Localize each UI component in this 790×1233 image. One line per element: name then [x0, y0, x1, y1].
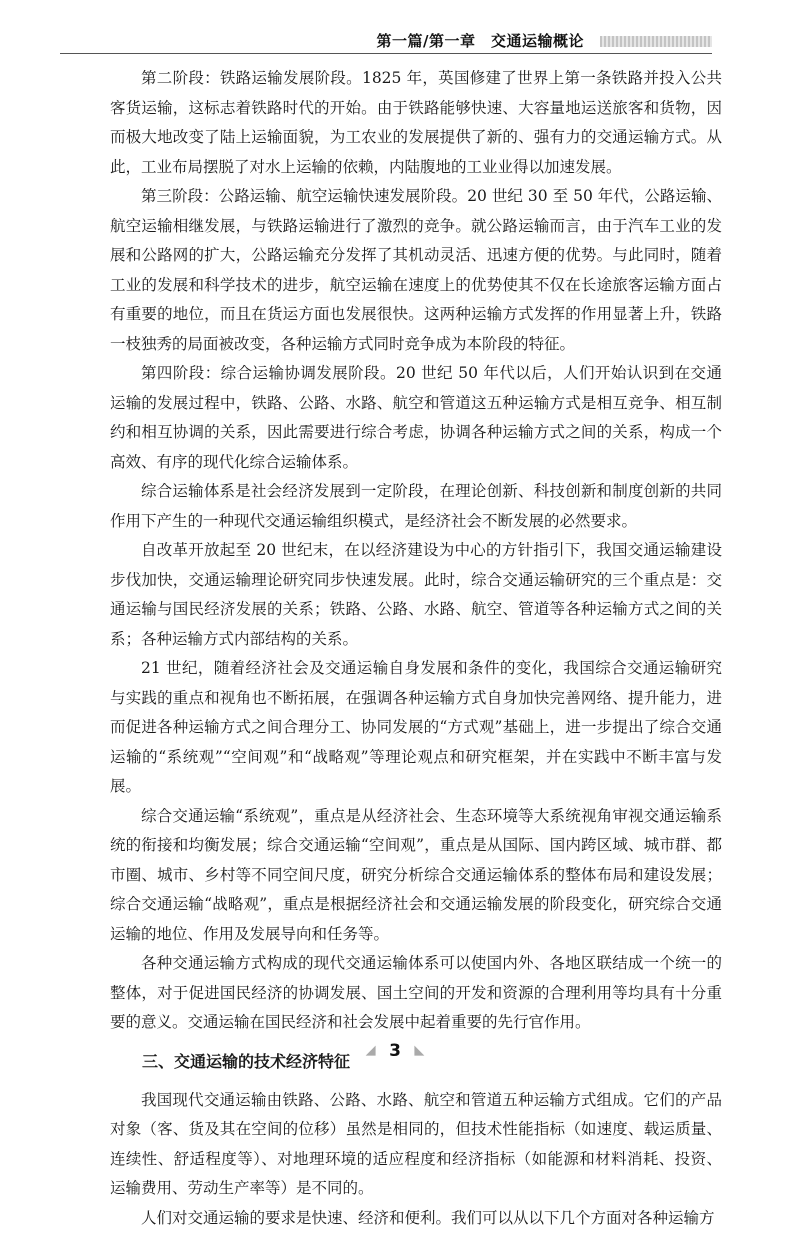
paragraph-three-views: 综合交通运输“系统观”，重点是从经济社会、生态环境等大系统视角审视交通运输系统的衔接和均衡发展；综合交通运输“空间观”，重点是从国际、国内跨区域、城市群、都市圈、城市、乡村等不同空间尺度，研究分析综合交通运输体系的整体布局和建设发展；综合交通运输“战略观”，重点是根据经济社会和交通运输发展的阶段变化，研究综合交通运输的地位、作用及发展导向和任务等。	[110, 802, 722, 950]
running-header	[60, 28, 712, 54]
header-title: 第一篇/第一章 交通运输概论	[377, 30, 584, 51]
paragraph-requirements: 人们对交通运输的要求是快速、经济和便利。我们可以从以下几个方面对各种运输方	[110, 1204, 722, 1233]
left-triangle-icon: ◢	[366, 1043, 376, 1058]
header-rule	[60, 53, 712, 54]
right-triangle-icon: ◣	[414, 1043, 424, 1058]
paragraph-five-modes: 我国现代交通运输由铁路、公路、水路、航空和管道五种运输方式组成。它们的产品对象（客、货及其在空间的位移）虽然是相同的，但技术性能指标（如速度、载运质量、连续性、舒适程度等）、对地理环境的适应程度和经济指标（如能源和材料消耗、投资、运输费用、劳动生产率等）是不同的。	[110, 1086, 722, 1204]
paragraph-stage-4: 第四阶段：综合运输协调发展阶段。20 世纪 50 年代以后，人们开始认识到在交通运输的发展过程中，铁路、公路、水路、航空和管道这五种运输方式是相互竞争、相互制约和相互协调的关系，因此需要进行综合考虑，协调各种运输方式之间的关系，构成一个高效、有序的现代化综合运输体系。	[110, 359, 722, 477]
paragraph-integrated-system: 综合运输体系是社会经济发展到一定阶段，在理论创新、科技创新和制度创新的共同作用下产生的一种现代交通运输组织模式，是经济社会不断发展的必然要求。	[110, 477, 722, 536]
header-decor-bar	[600, 36, 712, 47]
page-footer	[0, 1041, 790, 1061]
paragraph-significance: 各种交通运输方式构成的现代交通运输体系可以使国内外、各地区联结成一个统一的整体，对于促进国民经济的协调发展、国土空间的开发和资源的合理利用等均具有十分重要的意义。交通运输在国民经济和社会发展中起着重要的先行官作用。	[110, 949, 722, 1038]
paragraph-stage-3: 第三阶段：公路运输、航空运输快速发展阶段。20 世纪 30 至 50 年代，公路运输、航空运输相继发展，与铁路运输进行了激烈的竞争。就公路运输而言，由于汽车工业的发展和公路网的扩大，公路运输充分发挥了其机动灵活、迅速方便的优势。与此同时，随着工业的发展和科学技术的进步，航空运输在速度上的优势使其不仅在长途旅客运输方面占有重要的地位，而且在货运方面也发展很快。这两种运输方式发挥的作用显著上升，铁路一枝独秀的局面被改变，各种运输方式同时竞争成为本阶段的特征。	[110, 182, 722, 359]
paragraph-reform-era: 自改革开放起至 20 世纪末，在以经济建设为中心的方针指引下，我国交通运输建设步伐加快，交通运输理论研究同步快速发展。此时，综合交通运输研究的三个重点是：交通运输与国民经济发展的关系；铁路、公路、水路、航空、管道等各种运输方式之间的关系；各种运输方式内部结构的关系。	[110, 536, 722, 654]
page-number: 3	[389, 1041, 401, 1061]
section-heading: 三、交通运输的技术经济特征	[110, 1046, 722, 1078]
paragraph-stage-2: 第二阶段：铁路运输发展阶段。1825 年，英国修建了世界上第一条铁路并投入公共客货运输，这标志着铁路时代的开始。由于铁路能够快速、大容量地运送旅客和货物，因而极大地改变了陆上运输面貌，为工农业的发展提供了新的、强有力的交通运输方式。从此，工业布局摆脱了对水上运输的依赖，内陆腹地的工业业得以加速发展。	[110, 64, 722, 182]
paragraph-21st-century: 21 世纪，随着经济社会及交通运输自身发展和条件的变化，我国综合交通运输研究与实践的重点和视角也不断拓展，在强调各种运输方式自身加快完善网络、提升能力，进而促进各种运输方式之间合理分工、协同发展的“方式观”基础上，进一步提出了综合交通运输的“系统观”“空间观”和“战略观”等理论观点和研究框架，并在实践中不断丰富与发展。	[110, 654, 722, 802]
